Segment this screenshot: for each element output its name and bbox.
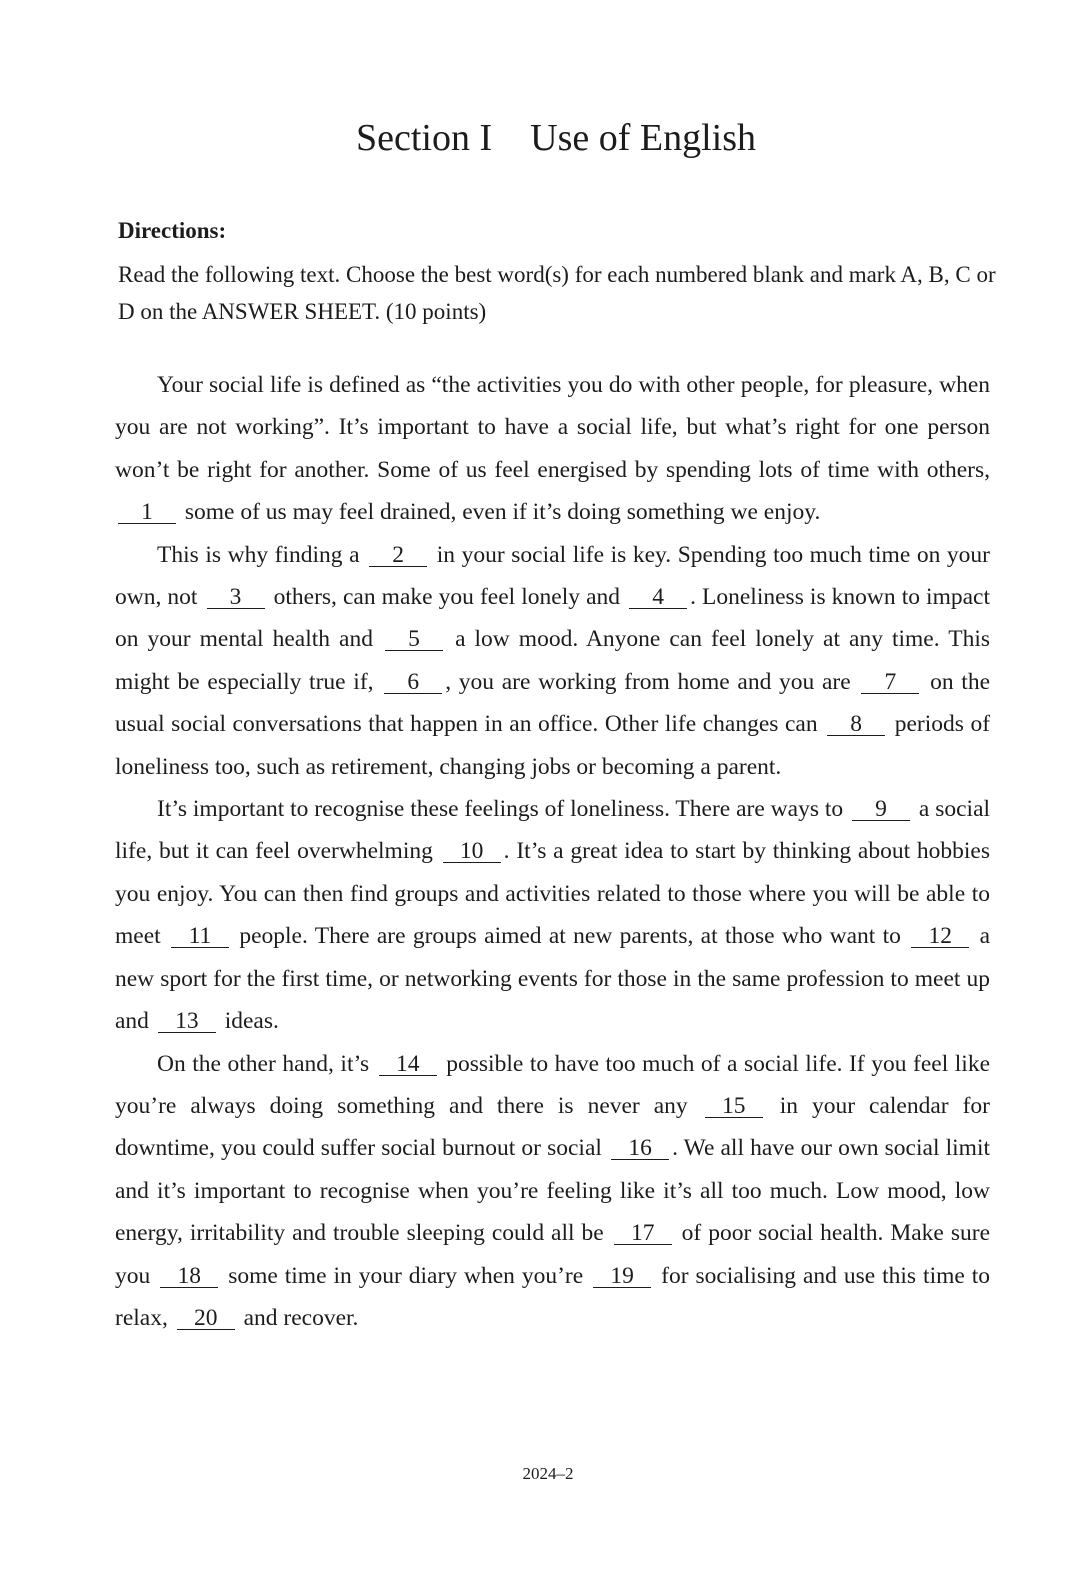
passage-text: This is why finding a xyxy=(157,541,360,568)
passage-text: some time in your diary when you’re xyxy=(228,1262,584,1289)
blank-16: 16 xyxy=(611,1137,669,1160)
blank-12: 12 xyxy=(911,925,969,948)
passage-text: and recover. xyxy=(243,1304,359,1331)
passage-text: on the usual social conversations that happen in an office. Other life changes can xyxy=(115,668,991,738)
blank-1: 1 xyxy=(118,501,176,524)
passage-text: a social life, but it can feel overwhelming xyxy=(115,796,991,865)
passage-paragraph-3 xyxy=(115,788,990,1042)
passage-text: periods of loneliness too, such as retirement, changing jobs or becoming a parent. xyxy=(115,711,991,780)
blank-18: 18 xyxy=(160,1265,218,1288)
passage-text: in your social life is key. Spending too much time on your own, not xyxy=(115,541,990,611)
directions-text: Read the following text. Choose the best word(s) for each numbered blank and mark A, B, C or D on the ANSWER SHEET. (10 points) xyxy=(118,262,996,324)
blank-17: 17 xyxy=(614,1222,672,1245)
passage-text: a new sport for the first time, or networking events for those in the same profession to meet up and xyxy=(115,923,991,1035)
blank-6: 6 xyxy=(384,671,442,694)
passage-text: some of us may feel drained, even if it’s doing something we enjoy. xyxy=(184,499,821,526)
passage-text: , you are working from home and you are xyxy=(445,668,851,695)
blank-19: 19 xyxy=(593,1265,651,1288)
blank-4: 4 xyxy=(629,586,687,609)
blank-5: 5 xyxy=(385,628,443,651)
passage-text: a low mood. Anyone can feel lonely at any time. This might be especially true if, xyxy=(115,626,990,695)
passage-text: . We all have our own social limit and it’s important to recognise when you’re feeling like it’s all too much. Low mood, low energy, irritability and trouble sleeping could all be xyxy=(115,1135,991,1247)
blank-11: 11 xyxy=(171,925,229,948)
blank-8: 8 xyxy=(827,713,885,736)
passage-text: possible to have too much of a social life. If you feel like you’re always doing something and there is never any xyxy=(115,1050,991,1119)
blank-9: 9 xyxy=(852,798,910,821)
passage-text: . Loneliness is known to impact on your mental health and xyxy=(115,584,991,653)
passage-paragraph-1 xyxy=(115,364,990,534)
passage-text: others, can make you feel lonely and xyxy=(273,584,620,611)
passage-text: Your social life is defined as “the activities you do with other people, for pleasure, when you are not working”. It’s important to have a social life, but what’s right for one person won’t be right for another. Some of us feel energised by spending lots of time with others, xyxy=(115,372,990,483)
blank-15: 15 xyxy=(705,1095,763,1118)
directions-label: Directions: xyxy=(118,218,227,243)
passage-text: of poor social health. Make sure you xyxy=(115,1220,990,1289)
blank-2: 2 xyxy=(369,544,427,567)
passage-text: people. There are groups aimed at new parents, at those who want to xyxy=(239,923,901,950)
passage-text: On the other hand, it’s xyxy=(157,1050,370,1077)
blank-13: 13 xyxy=(158,1010,216,1033)
blank-20: 20 xyxy=(177,1307,235,1330)
passage-text: for socialising and use this time to relax, xyxy=(115,1262,991,1331)
section-title: Section I Use of English xyxy=(355,117,756,159)
blank-3: 3 xyxy=(207,586,265,609)
blank-10: 10 xyxy=(443,840,501,863)
passage-paragraph-4 xyxy=(115,1043,990,1340)
blank-7: 7 xyxy=(861,671,919,694)
passage-text: in your calendar for downtime, you could suffer social burnout or social xyxy=(115,1092,991,1162)
passage-text: It’s important to recognise these feelings of loneliness. There are ways to xyxy=(157,796,844,823)
passage-text: ideas. xyxy=(224,1008,279,1035)
cloze-passage xyxy=(115,364,990,1339)
passage-text: . It’s a great idea to start by thinking about hobbies you enjoy. You can then find groups and activities related to those where you will be able to meet xyxy=(115,838,990,950)
blank-14: 14 xyxy=(379,1053,437,1076)
passage-paragraph-2 xyxy=(115,534,990,788)
page-number: 2024–2 xyxy=(522,1464,574,1483)
